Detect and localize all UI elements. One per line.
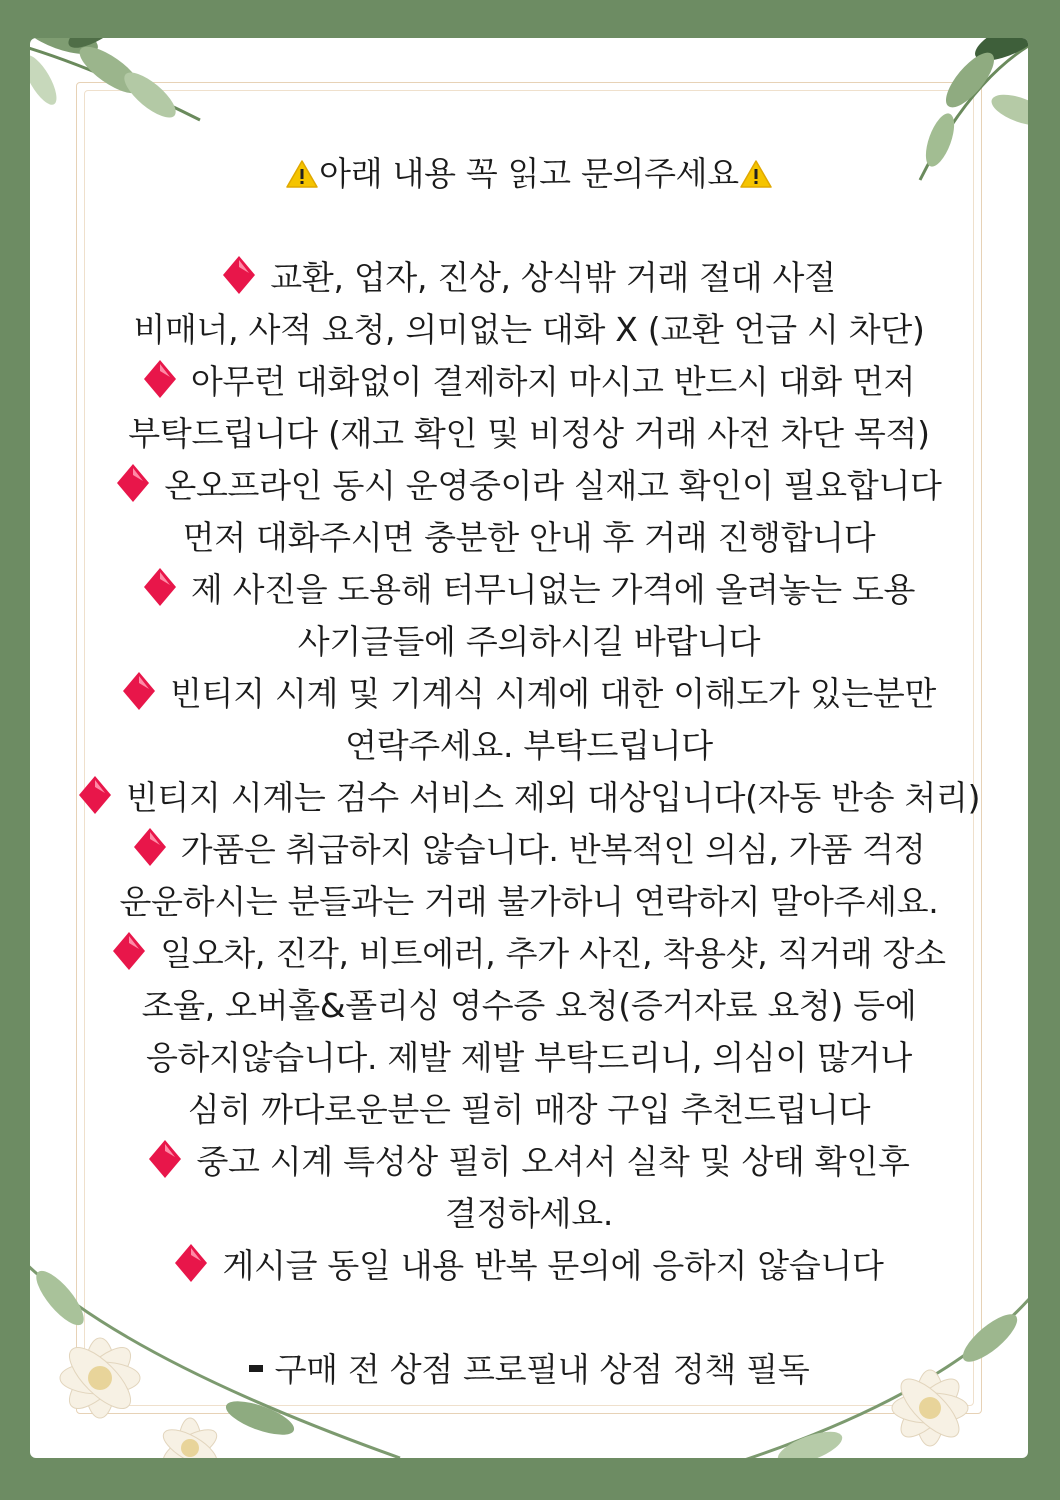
footer-text: 구매 전 상점 프로필내 상점 정책 필독 xyxy=(274,1350,810,1389)
notice-line-text: 비매너, 사적 요청, 의미없는 대화 X (교환 언급 시 차단) xyxy=(133,310,925,349)
notice-line-text: 제 사진을 도용해 터무니없는 가격에 올려놓는 도용 xyxy=(190,570,916,609)
notice-line-text: 중고 시계 특성상 필히 오셔서 실착 및 상태 확인후 xyxy=(196,1142,910,1181)
notice-line xyxy=(30,564,1028,616)
notice-line xyxy=(30,1032,1028,1084)
notice-title-text: 아래 내용 꼭 읽고 문의주세요 xyxy=(319,154,739,193)
notice-line-text: 운운하시는 분들과는 거래 불가하니 연락하지 말아주세요. xyxy=(119,882,939,921)
notice-line-text: 심히 까다로운분은 필히 매장 구입 추천드립니다 xyxy=(187,1090,871,1129)
red-diamond-icon xyxy=(143,567,177,607)
red-diamond-icon xyxy=(133,827,167,867)
notice-line xyxy=(30,1188,1028,1240)
notice-line-text: 결정하세요. xyxy=(444,1194,614,1233)
notice-line xyxy=(30,668,1028,720)
dash-icon xyxy=(249,1365,263,1372)
notice-list xyxy=(30,252,1028,1292)
red-diamond-icon xyxy=(122,671,156,711)
red-diamond-icon xyxy=(222,255,256,295)
notice-line-text: 먼저 대화주시면 충분한 안내 후 거래 진행합니다 xyxy=(182,518,876,557)
notice-line xyxy=(30,616,1028,668)
red-diamond-icon xyxy=(148,1139,182,1179)
notice-line xyxy=(30,460,1028,512)
notice-line xyxy=(30,408,1028,460)
warning-icon xyxy=(285,159,319,189)
notice-line-text: 가품은 취급하지 않습니다. 반복적인 의심, 가품 걱정 xyxy=(180,830,926,869)
notice-line xyxy=(30,824,1028,876)
notice-line-text: 온오프라인 동시 운영중이라 실재고 확인이 필요합니다 xyxy=(164,466,942,505)
notice-line xyxy=(30,252,1028,304)
notice-line-text: 교환, 업자, 진상, 상식밖 거래 절대 사절 xyxy=(270,258,836,297)
spacer xyxy=(30,1292,1028,1344)
notice-line xyxy=(30,980,1028,1032)
red-diamond-icon xyxy=(112,931,146,971)
notice-line-text: 조율, 오버홀&폴리싱 영수증 요청(증거자료 요청) 등에 xyxy=(141,986,917,1025)
notice-line xyxy=(30,876,1028,928)
warning-icon xyxy=(739,159,773,189)
notice-line-text: 일오차, 진각, 비트에러, 추가 사진, 착용샷, 직거래 장소 xyxy=(160,934,946,973)
notice-line-text: 사기글들에 주의하시길 바랍니다 xyxy=(297,622,761,661)
notice-line xyxy=(30,772,1028,824)
red-diamond-icon xyxy=(174,1243,208,1283)
notice-line-text: 연락주세요. 부탁드립니다 xyxy=(345,726,713,765)
footer-note xyxy=(30,1344,1028,1396)
notice-line-text: 부탁드립니다 (재고 확인 및 비정상 거래 사전 차단 목적) xyxy=(128,414,930,453)
red-diamond-icon xyxy=(116,463,150,503)
notice-line xyxy=(30,1136,1028,1188)
notice-line-text: 아무런 대화없이 결제하지 마시고 반드시 대화 먼저 xyxy=(190,362,916,401)
notice-line xyxy=(30,304,1028,356)
notice-line xyxy=(30,356,1028,408)
notice-title xyxy=(30,148,1028,200)
notice-line-text: 빈티지 시계 및 기계식 시계에 대한 이해도가 있는분만 xyxy=(169,674,937,713)
notice-card xyxy=(30,38,1028,1458)
notice-line-text: 응하지않습니다. 제발 제발 부탁드리니, 의심이 많거나 xyxy=(145,1038,913,1077)
notice-line xyxy=(30,1240,1028,1292)
notice-line-text: 게시글 동일 내용 반복 문의에 응하지 않습니다 xyxy=(222,1246,884,1285)
notice-content xyxy=(30,148,1028,1396)
notice-line-text: 빈티지 시계는 검수 서비스 제외 대상입니다(자동 반송 처리) xyxy=(125,778,981,817)
red-diamond-icon xyxy=(143,359,177,399)
notice-line xyxy=(30,720,1028,772)
red-diamond-icon xyxy=(78,775,112,815)
notice-line xyxy=(30,1084,1028,1136)
notice-line xyxy=(30,512,1028,564)
notice-line xyxy=(30,928,1028,980)
